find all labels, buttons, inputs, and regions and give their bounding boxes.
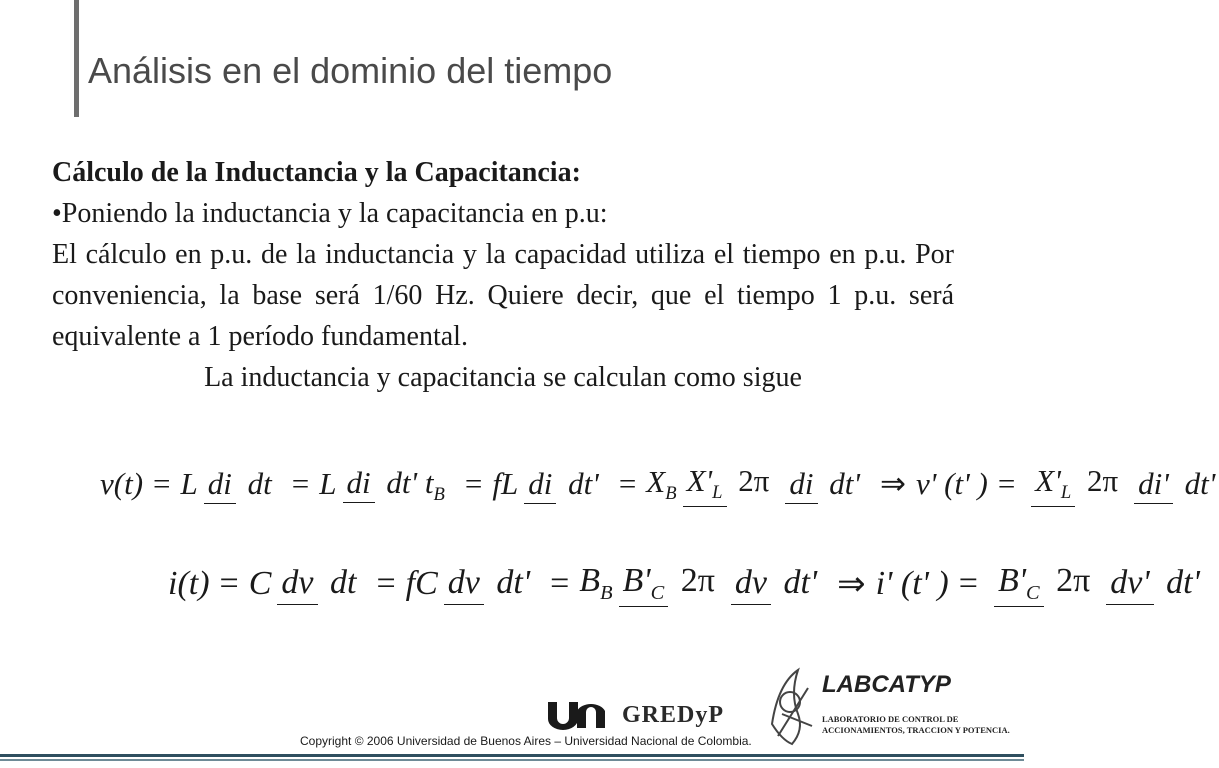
eq1-fraction-4 [683,462,774,507]
bullet-point: •Poniendo la inductancia y la capacitancia en p.u: [52,198,608,229]
fraction-numerator: di [785,467,817,504]
fraction-numerator [1031,464,1075,507]
fraction-numerator [619,562,669,607]
eq1-t2-coef: L [319,466,337,502]
slide-title: Análisis en el dominio del tiempo [88,50,613,91]
eq1-fraction-5 [785,465,864,504]
coef-text: B [579,562,601,600]
equals-sign: = [550,564,570,602]
subscript: C [1026,581,1040,604]
fraction-denominator: 2π [1056,562,1091,599]
equals-sign: = [376,564,396,602]
fraction-denominator: dt [330,564,357,602]
fraction-numerator: di [343,466,375,503]
eq1-fraction-6 [1031,462,1122,507]
gredyp-logo-text: GREDyP [622,702,724,728]
equations-intro: La inductancia y capacitancia se calculan como sigue [204,362,802,393]
un-logo [546,700,606,735]
fraction-denominator: dt [247,465,272,501]
fraction-denominator: dt' [783,564,818,602]
eq2-fraction-2 [444,562,534,604]
fraction-numerator [683,464,727,507]
eq1-lhs: v(t) [100,466,144,502]
subscript: B [600,582,613,605]
equals-sign: = [618,466,637,502]
eq2-fraction-4 [731,562,821,604]
numerator-text: B' [997,562,1026,599]
fraction-numerator: dv [731,564,771,604]
footer-divider [0,754,1024,757]
section-heading: Cálculo de la Inductancia y la Capacitancia: [52,157,581,188]
fraction-denominator: dt' [829,465,861,501]
subscript: B [433,483,445,505]
fraction-numerator: dv [277,564,317,604]
eq1-t4-coef [646,464,676,505]
eq2-fraction-6 [1106,562,1204,604]
eq2-fraction-5 [994,560,1094,607]
equals-sign: = [153,466,171,502]
eq1-t3-coef: fL [492,466,519,502]
subscript: L [1060,482,1072,504]
eq1-t1-coef: L [180,466,198,502]
fraction-denominator: 2π [1086,463,1119,498]
fraction-denominator: dt' [568,465,599,501]
eq2-fraction-1 [277,562,360,604]
fraction-numerator: di [204,467,236,504]
eq2-t1-coef: C [248,564,272,602]
fraction-numerator: dv [444,564,484,604]
capacitance-equation [168,560,1200,607]
labcatyp-subtitle-line2: ACCIONAMIENTOS, TRACCION Y POTENCIA. [822,725,1010,735]
fraction-denominator: dt' [496,564,531,602]
implies-arrow: ⇒ [880,466,907,502]
eq1-fraction-7 [1134,465,1219,504]
title-accent-bar [74,0,79,117]
subscript: B [665,482,677,504]
labcatyp-name: LABCATYP [822,671,951,698]
eq2-t3-coef [579,562,612,605]
fraction-denominator: 2π [738,463,770,498]
fraction-numerator [994,562,1044,607]
fraction-numerator: dv' [1106,564,1153,604]
equals-sign: = [958,564,978,602]
inductance-equation [100,462,1216,507]
equals-sign: = [219,564,239,602]
implies-arrow: ⇒ [837,565,866,603]
equals-sign: = [291,466,310,502]
numerator-text: X' [1035,463,1061,498]
equals-sign: = [464,466,483,502]
denominator-text: dt' t [386,464,434,500]
copyright-text: Copyright © 2006 Universidad de Buenos Aires – Universidad Nacional de Colombia. [300,734,752,748]
eq2-rhs-lhs: i' (t' ) [875,564,949,602]
labcatyp-subtitle [822,714,1022,736]
numerator-text: B' [622,562,651,599]
numerator-text: X' [686,463,713,498]
fraction-numerator: di' [1134,467,1173,504]
fraction-denominator: 2π [680,562,715,599]
labcatyp-subtitle-line1: LABORATORIO DE CONTROL DE [822,714,959,724]
eq1-fraction-2 [343,464,449,506]
subscript: C [650,581,665,604]
fraction-numerator: di [524,467,556,504]
fraction-denominator: dt' [1166,564,1200,602]
equals-sign: = [997,466,1016,502]
subscript: L [712,482,723,504]
eq2-t2-coef: fC [405,564,438,602]
slide-body [52,152,954,398]
eq1-fraction-1 [204,465,276,504]
fraction-denominator: dt' [1184,465,1216,501]
explanation-paragraph: El cálculo en p.u. de la inductancia y la capacidad utiliza el tiempo en p.u. Por conveniencia, la base será 1/60 Hz. Quiere decir, que el tiempo 1 p.u. será equivalente a 1 período fundamental. [52,239,954,352]
labcatyp-logo-icon [768,664,820,753]
coef-text: X [646,463,666,499]
eq1-fraction-3 [524,465,603,504]
eq1-rhs-lhs: v' (t' ) [916,466,988,502]
eq2-fraction-3 [619,560,719,607]
fraction-denominator [382,464,448,506]
eq2-lhs: i(t) [168,564,210,602]
footer-divider-secondary [0,759,1024,761]
